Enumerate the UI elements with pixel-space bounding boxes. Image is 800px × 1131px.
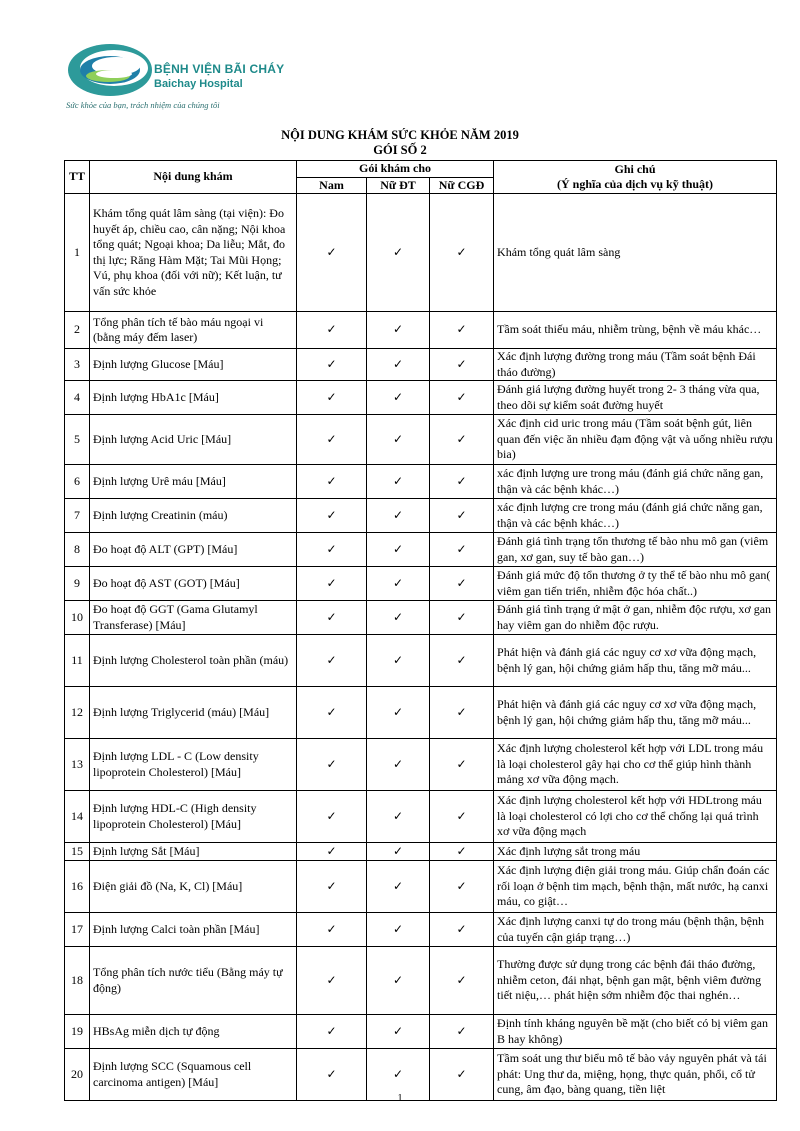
logo-swirl-icon bbox=[66, 36, 156, 106]
check-female-dt-icon: ✓ bbox=[367, 843, 430, 861]
row-content: Định lượng Calci toàn phần [Máu] bbox=[90, 913, 297, 947]
check-female-dt-icon: ✓ bbox=[367, 601, 430, 635]
page-subtitle: GÓI SỐ 2 bbox=[373, 143, 427, 157]
row-note: Đánh giá mức độ tổn thương ở ty thể tế bào nhu mô gan( viêm gan tiến triển, nhiễm độc hóa chất..) bbox=[494, 567, 777, 601]
table-row bbox=[65, 465, 777, 499]
row-number: 13 bbox=[65, 739, 90, 791]
check-male-icon: ✓ bbox=[297, 349, 367, 381]
check-male-icon: ✓ bbox=[297, 381, 367, 415]
row-number: 1 bbox=[65, 194, 90, 312]
row-content: Định lượng Acid Uric [Máu] bbox=[90, 415, 297, 465]
check-male-icon: ✓ bbox=[297, 739, 367, 791]
table-row bbox=[65, 381, 777, 415]
row-number: 14 bbox=[65, 791, 90, 843]
check-female-cgd-icon: ✓ bbox=[430, 465, 494, 499]
check-female-cgd-icon: ✓ bbox=[430, 349, 494, 381]
table-row bbox=[65, 791, 777, 843]
row-content: Tổng phân tích tế bào máu ngoại vi (bằng máy đếm laser) bbox=[90, 312, 297, 349]
table-row bbox=[65, 843, 777, 861]
row-note: Tầm soát thiếu máu, nhiễm trùng, bệnh về máu khác… bbox=[494, 312, 777, 349]
row-note: Phát hiện và đánh giá các nguy cơ xơ vữa động mạch, bệnh lý gan, hội chứng giảm hấp thu, tăng mỡ máu... bbox=[494, 635, 777, 687]
check-male-icon: ✓ bbox=[297, 687, 367, 739]
row-number: 16 bbox=[65, 861, 90, 913]
row-note: Xác định lượng cholesterol kết hợp với HDLtrong máu là loại cholesterol có lợi cho cơ thể chống lại quá trình xơ vữa động mạch bbox=[494, 791, 777, 843]
check-female-cgd-icon: ✓ bbox=[430, 194, 494, 312]
table-row bbox=[65, 861, 777, 913]
row-note: Khám tổng quát lâm sàng bbox=[494, 194, 777, 312]
check-female-dt-icon: ✓ bbox=[367, 791, 430, 843]
row-content: Tổng phân tích nước tiểu (Bằng máy tự động) bbox=[90, 947, 297, 1015]
header-note-title: Ghi chú bbox=[614, 161, 656, 176]
row-number: 19 bbox=[65, 1015, 90, 1049]
check-female-cgd-icon: ✓ bbox=[430, 499, 494, 533]
row-content: Định lượng LDL - C (Low density lipoprotein Cholesterol) [Máu] bbox=[90, 739, 297, 791]
table-row bbox=[65, 533, 777, 567]
row-content: Định lượng SCC (Squamous cell carcinoma antigen) [Máu] bbox=[90, 1049, 297, 1101]
check-female-cgd-icon: ✓ bbox=[430, 415, 494, 465]
row-note: Xác định lượng sắt trong máu bbox=[494, 843, 777, 861]
check-male-icon: ✓ bbox=[297, 1015, 367, 1049]
check-female-cgd-icon: ✓ bbox=[430, 381, 494, 415]
check-female-dt-icon: ✓ bbox=[367, 947, 430, 1015]
table-row bbox=[65, 947, 777, 1015]
row-number: 6 bbox=[65, 465, 90, 499]
check-female-dt-icon: ✓ bbox=[367, 861, 430, 913]
table-row bbox=[65, 913, 777, 947]
row-number: 7 bbox=[65, 499, 90, 533]
row-note: Đánh giá lượng đường huyết trong 2- 3 tháng vừa qua, theo dõi sự kiểm soát đường huyết bbox=[494, 381, 777, 415]
check-male-icon: ✓ bbox=[297, 843, 367, 861]
check-male-icon: ✓ bbox=[297, 194, 367, 312]
row-number: 12 bbox=[65, 687, 90, 739]
check-female-dt-icon: ✓ bbox=[367, 194, 430, 312]
hospital-name: BỆNH VIỆN BÃI CHÁY bbox=[154, 62, 285, 76]
row-note: Đánh giá tình trạng ứ mật ở gan, nhiễm độc rượu, xơ gan hay viêm gan do nhiễm độc rượu. bbox=[494, 601, 777, 635]
check-male-icon: ✓ bbox=[297, 861, 367, 913]
table-row bbox=[65, 194, 777, 312]
check-female-dt-icon: ✓ bbox=[367, 415, 430, 465]
check-female-cgd-icon: ✓ bbox=[430, 533, 494, 567]
row-number: 8 bbox=[65, 533, 90, 567]
check-female-cgd-icon: ✓ bbox=[430, 791, 494, 843]
row-number: 11 bbox=[65, 635, 90, 687]
check-male-icon: ✓ bbox=[297, 499, 367, 533]
row-content: Định lượng Sắt [Máu] bbox=[90, 843, 297, 861]
check-female-dt-icon: ✓ bbox=[367, 1015, 430, 1049]
header-note-subtitle: (Ý nghĩa của dịch vụ kỹ thuật) bbox=[557, 177, 714, 191]
row-number: 5 bbox=[65, 415, 90, 465]
check-female-cgd-icon: ✓ bbox=[430, 1015, 494, 1049]
header-tt: TT bbox=[65, 161, 90, 194]
check-female-dt-icon: ✓ bbox=[367, 687, 430, 739]
check-female-cgd-icon: ✓ bbox=[430, 601, 494, 635]
check-male-icon: ✓ bbox=[297, 913, 367, 947]
row-number: 10 bbox=[65, 601, 90, 635]
check-female-dt-icon: ✓ bbox=[367, 567, 430, 601]
table-row bbox=[65, 312, 777, 349]
row-note: Định tính kháng nguyên bề mặt (cho biết có bị viêm gan B hay không) bbox=[494, 1015, 777, 1049]
table-row bbox=[65, 567, 777, 601]
row-content: Định lượng Urê máu [Máu] bbox=[90, 465, 297, 499]
slogan: Sức khỏe của bạn, trách nhiệm của chúng tôi bbox=[66, 100, 220, 110]
table-row bbox=[65, 635, 777, 687]
table-row bbox=[65, 415, 777, 465]
hospital-name-en: Baichay Hospital bbox=[154, 78, 243, 90]
row-note: Thường được sử dụng trong các bệnh đái tháo đường, nhiễm ceton, đái nhạt, bệnh gan mật, bệnh viêm đường tiết niệu,… phát hiện sớm nhiễm độc thai nghén… bbox=[494, 947, 777, 1015]
check-female-cgd-icon: ✓ bbox=[430, 635, 494, 687]
row-number: 4 bbox=[65, 381, 90, 415]
check-female-dt-icon: ✓ bbox=[367, 465, 430, 499]
check-male-icon: ✓ bbox=[297, 947, 367, 1015]
check-female-cgd-icon: ✓ bbox=[430, 739, 494, 791]
check-female-cgd-icon: ✓ bbox=[430, 312, 494, 349]
row-content: Đo hoạt độ ALT (GPT) [Máu] bbox=[90, 533, 297, 567]
row-number: 18 bbox=[65, 947, 90, 1015]
row-number: 3 bbox=[65, 349, 90, 381]
check-male-icon: ✓ bbox=[297, 601, 367, 635]
table-row bbox=[65, 499, 777, 533]
row-number: 15 bbox=[65, 843, 90, 861]
row-note: Tầm soát ung thư biểu mô tế bào vảy nguyên phát và tái phát: Ung thư da, miệng, họng, thực quản, phổi, cổ tử cung, âm đạo, bàng quang, tiền liệt bbox=[494, 1049, 777, 1101]
row-note: Xác định cid uric trong máu (Tầm soát bệnh gút, liên quan đến việc ăn nhiều đạm động vật và uống nhiều rượu bia) bbox=[494, 415, 777, 465]
check-female-dt-icon: ✓ bbox=[367, 381, 430, 415]
row-content: Định lượng HDL-C (High density lipoprotein Cholesterol) [Máu] bbox=[90, 791, 297, 843]
exam-table bbox=[64, 160, 777, 1101]
check-female-cgd-icon: ✓ bbox=[430, 687, 494, 739]
check-male-icon: ✓ bbox=[297, 312, 367, 349]
row-content: Đo hoạt độ GGT (Gama Glutamyl Transferase) [Máu] bbox=[90, 601, 297, 635]
check-male-icon: ✓ bbox=[297, 1049, 367, 1101]
row-content: Định lượng Glucose [Máu] bbox=[90, 349, 297, 381]
check-female-cgd-icon: ✓ bbox=[430, 843, 494, 861]
header-note bbox=[494, 161, 777, 194]
row-note: Phát hiện và đánh giá các nguy cơ xơ vữa động mạch, bệnh lý gan, hội chứng giảm hấp thu, tăng mỡ máu... bbox=[494, 687, 777, 739]
row-content: Định lượng HbA1c [Máu] bbox=[90, 381, 297, 415]
table-row bbox=[65, 349, 777, 381]
check-female-dt-icon: ✓ bbox=[367, 499, 430, 533]
check-male-icon: ✓ bbox=[297, 533, 367, 567]
row-number: 17 bbox=[65, 913, 90, 947]
check-female-dt-icon: ✓ bbox=[367, 1049, 430, 1101]
check-female-cgd-icon: ✓ bbox=[430, 861, 494, 913]
row-number: 9 bbox=[65, 567, 90, 601]
row-content: Định lượng Cholesterol toàn phần (máu) bbox=[90, 635, 297, 687]
row-note: Xác định lượng canxi tự do trong máu (bệnh thận, bệnh của tuyến cận giáp trạng…) bbox=[494, 913, 777, 947]
check-male-icon: ✓ bbox=[297, 791, 367, 843]
row-content: Đo hoạt độ AST (GOT) [Máu] bbox=[90, 567, 297, 601]
header-content: Nội dung khám bbox=[90, 161, 297, 194]
row-note: Xác định lượng điện giải trong máu. Giúp chẩn đoán các rối loạn ở bệnh tim mạch, bệnh thận, mất nước, hạ canxi máu, co giật… bbox=[494, 861, 777, 913]
check-female-dt-icon: ✓ bbox=[367, 349, 430, 381]
row-number: 2 bbox=[65, 312, 90, 349]
check-female-cgd-icon: ✓ bbox=[430, 947, 494, 1015]
check-female-dt-icon: ✓ bbox=[367, 312, 430, 349]
row-content: Khám tổng quát lâm sàng (tại viện): Đo huyết áp, chiều cao, cân nặng; Nội khoa tổng quát; Ngoại khoa; Da liễu; Mắt, đo thị lực; Răng Hàm Mặt; Tai Mũi Họng; Vú, phụ khoa (đối với nữ); Kết luận, tư vấn sức khỏe bbox=[90, 194, 297, 312]
check-female-dt-icon: ✓ bbox=[367, 913, 430, 947]
check-female-dt-icon: ✓ bbox=[367, 635, 430, 687]
header-female-dt: Nữ ĐT bbox=[367, 177, 430, 194]
row-content: HBsAg miễn dịch tự động bbox=[90, 1015, 297, 1049]
check-female-cgd-icon: ✓ bbox=[430, 567, 494, 601]
row-content: Định lượng Triglycerid (máu) [Máu] bbox=[90, 687, 297, 739]
row-note: Xác định lượng đường trong máu (Tầm soát bệnh Đái tháo đường) bbox=[494, 349, 777, 381]
table-row bbox=[65, 601, 777, 635]
row-note: Xác định lượng cholesterol kết hợp với LDL trong máu là loại cholesterol gây hại cho cơ thể giúp hình thành mảng xơ vữa động mạch. bbox=[494, 739, 777, 791]
row-note: xác định lượng ure trong máu (đánh giá chức năng gan, thận và các bệnh khác…) bbox=[494, 465, 777, 499]
row-note: xác định lượng cre trong máu (đánh giá chức năng gan, thận và các bệnh khác…) bbox=[494, 499, 777, 533]
check-female-dt-icon: ✓ bbox=[367, 739, 430, 791]
check-female-cgd-icon: ✓ bbox=[430, 1049, 494, 1101]
row-note: Đánh giá tình trạng tổn thương tế bào nhu mô gan (viêm gan, xơ gan, suy tế bào gan…) bbox=[494, 533, 777, 567]
check-male-icon: ✓ bbox=[297, 635, 367, 687]
table-row bbox=[65, 1015, 777, 1049]
row-content: Định lượng Creatinin (máu) bbox=[90, 499, 297, 533]
row-content: Điện giải đồ (Na, K, Cl) [Máu] bbox=[90, 861, 297, 913]
header-male: Nam bbox=[297, 177, 367, 194]
header-package: Gói khám cho bbox=[297, 161, 494, 178]
table-row bbox=[65, 739, 777, 791]
row-number: 20 bbox=[65, 1049, 90, 1101]
check-female-dt-icon: ✓ bbox=[367, 533, 430, 567]
page-number: 1 bbox=[397, 1093, 403, 1104]
check-female-cgd-icon: ✓ bbox=[430, 913, 494, 947]
check-male-icon: ✓ bbox=[297, 465, 367, 499]
page-title: NỘI DUNG KHÁM SỨC KHỎE NĂM 2019 bbox=[281, 128, 519, 142]
check-male-icon: ✓ bbox=[297, 415, 367, 465]
check-male-icon: ✓ bbox=[297, 567, 367, 601]
table-row bbox=[65, 687, 777, 739]
header-female-cgd: Nữ CGĐ bbox=[430, 177, 494, 194]
